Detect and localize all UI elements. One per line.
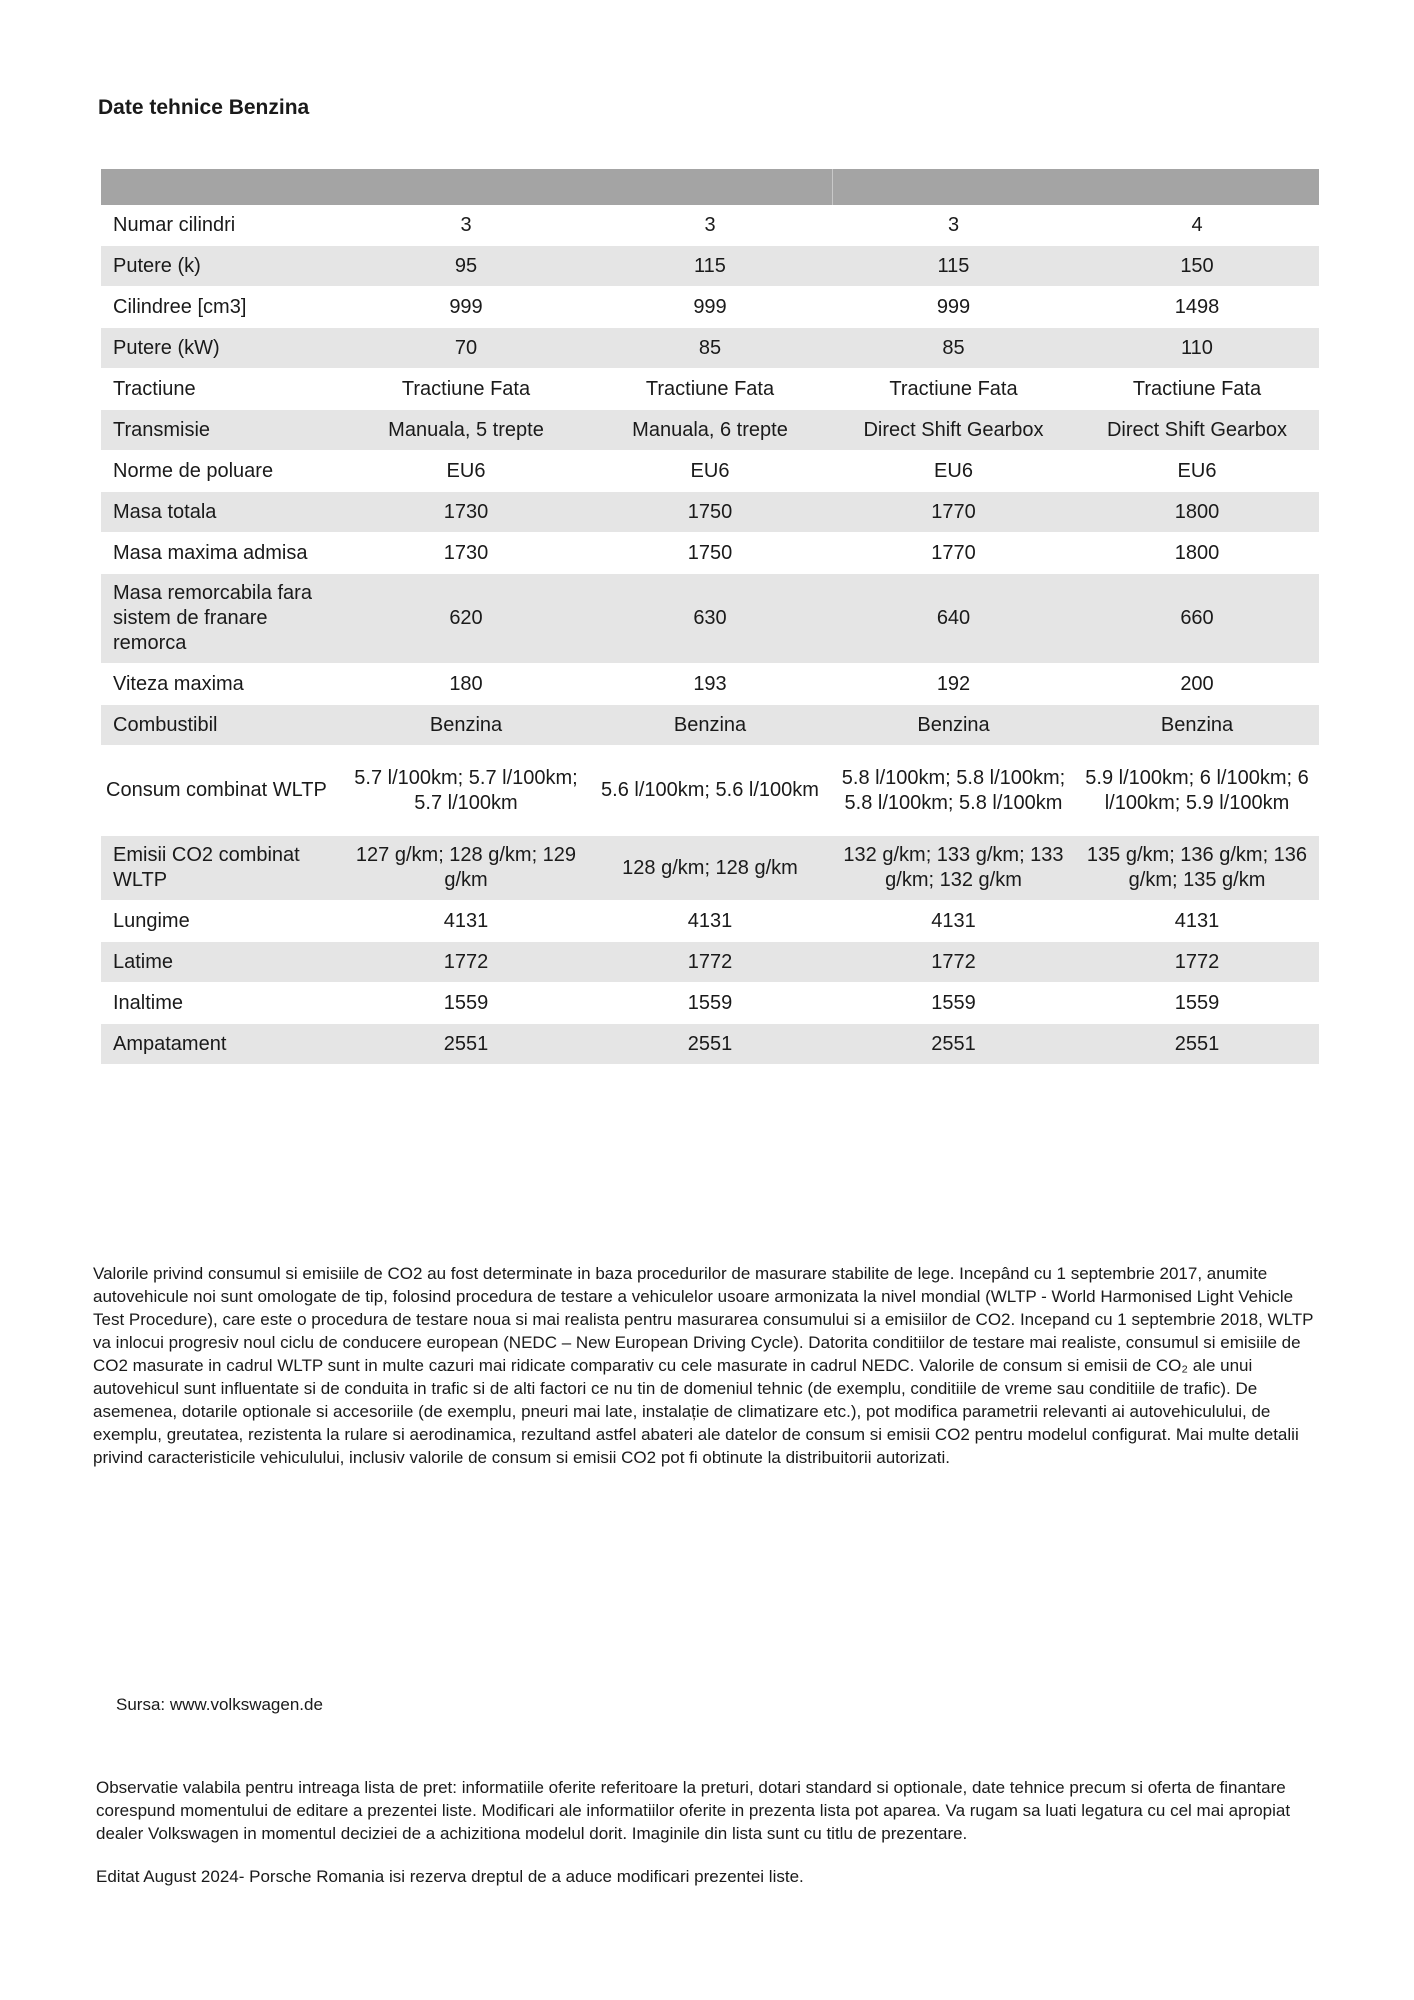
table-row <box>101 1024 1319 1065</box>
cell-value: 1730 <box>344 492 588 533</box>
cell-value: 85 <box>832 328 1075 369</box>
table-row <box>101 533 1319 574</box>
row-label: Numar cilindri <box>101 205 344 246</box>
cell-value: 200 <box>1075 664 1319 705</box>
cell-value: 85 <box>588 328 832 369</box>
row-label: Cilindree [cm3] <box>101 287 344 328</box>
cell-value: 1750 <box>588 533 832 574</box>
row-label: Transmisie <box>101 410 344 451</box>
table-row <box>101 492 1319 533</box>
cell-value: Benzina <box>344 705 588 746</box>
cell-value: 999 <box>344 287 588 328</box>
row-label: Lungime <box>101 901 344 942</box>
cell-value: 1772 <box>344 942 588 983</box>
cell-value: 1800 <box>1075 492 1319 533</box>
cell-value: 1559 <box>588 983 832 1024</box>
cell-value: 2551 <box>1075 1024 1319 1065</box>
table-row <box>101 983 1319 1024</box>
cell-value: 1800 <box>1075 533 1319 574</box>
cell-value: Benzina <box>588 705 832 746</box>
row-label: Masa maxima admisa <box>101 533 344 574</box>
table-row <box>101 287 1319 328</box>
cell-value: 630 <box>588 574 832 664</box>
header-cell <box>1075 169 1319 205</box>
page-title: Date tehnice Benzina <box>98 96 310 119</box>
cell-value: 180 <box>344 664 588 705</box>
cell-value: 110 <box>1075 328 1319 369</box>
cell-value: Tractiune Fata <box>588 369 832 410</box>
row-label: Putere (kW) <box>101 328 344 369</box>
table-row <box>101 574 1319 664</box>
row-label: Masa remorcabila fara sistem de franare remorca <box>101 574 344 664</box>
cell-value: Manuala, 5 trepte <box>344 410 588 451</box>
cell-value: 1772 <box>588 942 832 983</box>
cell-value: 2551 <box>588 1024 832 1065</box>
cell-value: 95 <box>344 246 588 287</box>
cell-value: 5.8 l/100km; 5.8 l/100km; 5.8 l/100km; 5.8 l/100km <box>832 746 1075 836</box>
row-label: Putere (k) <box>101 246 344 287</box>
row-label: Norme de poluare <box>101 451 344 492</box>
cell-value: 999 <box>832 287 1075 328</box>
cell-value: 640 <box>832 574 1075 664</box>
cell-value: 150 <box>1075 246 1319 287</box>
row-label: Consum combinat WLTP <box>101 746 344 836</box>
table-row <box>101 451 1319 492</box>
row-label: Viteza maxima <box>101 664 344 705</box>
cell-value: 1770 <box>832 492 1075 533</box>
cell-value: 70 <box>344 328 588 369</box>
cell-value: 3 <box>344 205 588 246</box>
cell-value: EU6 <box>588 451 832 492</box>
cell-value: 4131 <box>588 901 832 942</box>
cell-value: 1559 <box>832 983 1075 1024</box>
table-row <box>101 664 1319 705</box>
cell-value: 115 <box>832 246 1075 287</box>
row-label: Masa totala <box>101 492 344 533</box>
table-header-bar <box>101 169 1319 205</box>
table-row <box>101 205 1319 246</box>
cell-value: Tractiune Fata <box>344 369 588 410</box>
cell-value: 5.9 l/100km; 6 l/100km; 6 l/100km; 5.9 l/100km <box>1075 746 1319 836</box>
price-list-observation: Observatie valabila pentru intreaga lista de pret: informatiile oferite referitoare la preturi, dotari standard si optionale, date tehnice precum si oferta de finantare corespund momentului de editare a prezentei liste. Modificari ale informatiilor oferite in prezenta lista pot aparea. Va rugam sa luati legatura cu cel mai apropiat dealer Volkswagen in momentul deciziei de a achizitiona modelul dorit. Imaginile din lista sunt cu titlu de prezentare. <box>96 1778 1291 1843</box>
cell-value: 3 <box>588 205 832 246</box>
spec-table <box>101 169 1319 1065</box>
cell-value: EU6 <box>1075 451 1319 492</box>
cell-value: 1770 <box>832 533 1075 574</box>
table-row <box>101 901 1319 942</box>
row-label: Combustibil <box>101 705 344 746</box>
row-label: Emisii CO2 combinat WLTP <box>101 836 344 901</box>
header-cell <box>588 169 832 205</box>
row-label: Latime <box>101 942 344 983</box>
header-cell <box>344 169 588 205</box>
row-label: Ampatament <box>101 1024 344 1065</box>
table-row <box>101 942 1319 983</box>
header-cell <box>832 169 1075 205</box>
cell-value: 1498 <box>1075 287 1319 328</box>
cell-value: 192 <box>832 664 1075 705</box>
cell-value: 4131 <box>344 901 588 942</box>
cell-value: 999 <box>588 287 832 328</box>
cell-value: Direct Shift Gearbox <box>832 410 1075 451</box>
cell-value: 5.7 l/100km; 5.7 l/100km; 5.7 l/100km <box>344 746 588 836</box>
cell-value: Benzina <box>1075 705 1319 746</box>
row-label: Inaltime <box>101 983 344 1024</box>
cell-value: 135 g/km; 136 g/km; 136 g/km; 135 g/km <box>1075 836 1319 901</box>
table-row <box>101 836 1319 901</box>
cell-value: 1772 <box>1075 942 1319 983</box>
table-row <box>101 328 1319 369</box>
table-row <box>101 369 1319 410</box>
cell-value: 5.6 l/100km; 5.6 l/100km <box>588 746 832 836</box>
cell-value: 1559 <box>344 983 588 1024</box>
cell-value: 3 <box>832 205 1075 246</box>
cell-value: Direct Shift Gearbox <box>1075 410 1319 451</box>
cell-value: 128 g/km; 128 g/km <box>588 836 832 901</box>
spec-table-body <box>101 205 1319 1065</box>
cell-value: 620 <box>344 574 588 664</box>
cell-value: Tractiune Fata <box>832 369 1075 410</box>
cell-value: Manuala, 6 trepte <box>588 410 832 451</box>
cell-value: 4131 <box>1075 901 1319 942</box>
cell-value: 127 g/km; 128 g/km; 129 g/km <box>344 836 588 901</box>
table-row <box>101 410 1319 451</box>
cell-value: 1559 <box>1075 983 1319 1024</box>
table-row <box>101 705 1319 746</box>
cell-value: 132 g/km; 133 g/km; 133 g/km; 132 g/km <box>832 836 1075 901</box>
cell-value: 4 <box>1075 205 1319 246</box>
edition-note: Editat August 2024- Porsche Romania isi rezerva dreptul de a aduce modificari prezentei liste. <box>96 1867 804 1886</box>
cell-value: 2551 <box>832 1024 1075 1065</box>
cell-value: 115 <box>588 246 832 287</box>
cell-value: 1730 <box>344 533 588 574</box>
cell-value: Benzina <box>832 705 1075 746</box>
cell-value: EU6 <box>832 451 1075 492</box>
cell-value: EU6 <box>344 451 588 492</box>
cell-value: 1772 <box>832 942 1075 983</box>
cell-value: 193 <box>588 664 832 705</box>
table-row <box>101 246 1319 287</box>
emissions-disclaimer: Valorile privind consumul si emisiile de CO2 au fost determinate in baza procedurilor de masurare stabilite de lege. Incepând cu 1 septembrie 2017, anumite autovehicule noi sunt omologate de tip, folosind procedura de testare a vehiculelor usoare armonizata la nivel mondial (WLTP - World Harmonised Light Vehicle Test Procedure), care este o procedura de testare noua si mai realista pentru masurarea consumului si a emisiilor de CO2. Incepand cu 1 septembrie 2018, WLTP va inlocui progresiv noul ciclu de conducere european (NEDC – New European Driving Cycle). Datorita conditiilor de testare mai realiste, consumul si emisiile de CO2 masurate in cadrul WLTP sunt in multe cazuri mai ridicate comparativ cu cele masurate in cadrul NEDC. Valorile de consum si emisii de CO₂ ale unui autovehicul sunt influentate si de conduita in trafic si de alti factori ce nu tin de domeniul tehnic (de exemplu, conditiile de vreme sau conditiile de trafic). De asemenea, dotarile optionale si accesoriile (de exemplu, pneuri mai late, instalație de climatizare etc.), pot modifica parametrii relevanti ai autovehiculului, de exemplu, greutatea, rezistenta la rulare si aerodinamica, rezultand astfel abateri ale datelor de consum si emisii CO2 pentru modelul configurat. Mai multe detalii privind caracteristicile vehiculului, inclusiv valorile de consum si emisii CO2 pot fi obtinute la distribuitorii autorizati. <box>93 1264 1314 1467</box>
cell-value: Tractiune Fata <box>1075 369 1319 410</box>
source-note: Sursa: www.volkswagen.de <box>116 1695 323 1714</box>
table-row <box>101 746 1319 836</box>
cell-value: 1750 <box>588 492 832 533</box>
cell-value: 660 <box>1075 574 1319 664</box>
header-cell <box>101 169 344 205</box>
cell-value: 4131 <box>832 901 1075 942</box>
cell-value: 2551 <box>344 1024 588 1065</box>
row-label: Tractiune <box>101 369 344 410</box>
